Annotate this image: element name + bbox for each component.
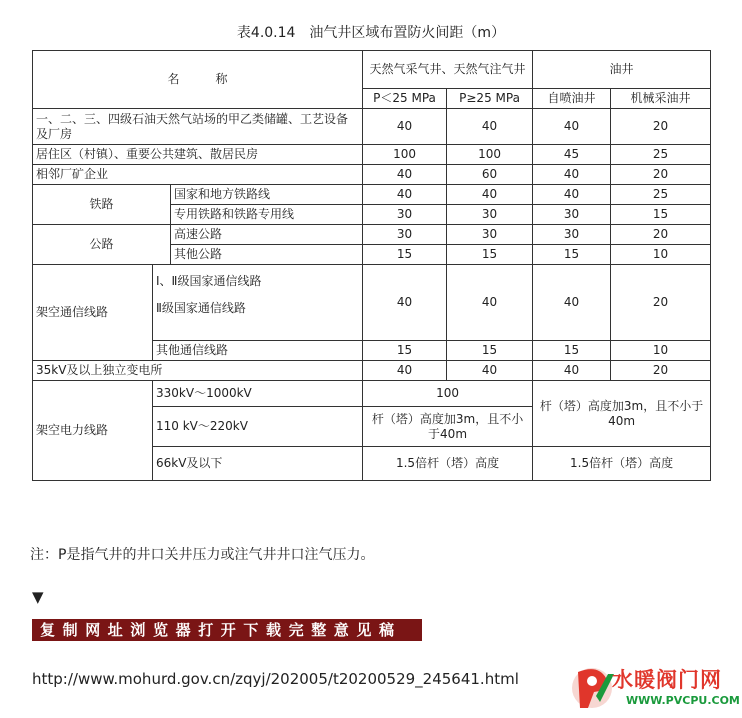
download-banner-link[interactable]: 复制网址浏览器打开下载完整意见稿 (32, 619, 422, 641)
row-label: Ⅰ、Ⅱ级国家通信线路 (156, 273, 262, 288)
row-label: Ⅱ级国家通信线路 (156, 300, 246, 315)
cell: 杆（塔）高度加3m，且不小于40m (363, 407, 533, 447)
cell: 20 (611, 165, 711, 185)
row-label: 110 kV～220kV (153, 407, 363, 447)
row-label: 其他公路 (171, 245, 363, 265)
cell: 40 (447, 185, 533, 205)
header-gas-wells: 天然气采气井、天然气注气井 (363, 51, 533, 89)
row-label: 居住区（村镇）、重要公共建筑、散居民房 (33, 145, 363, 165)
cell: 40 (447, 265, 533, 341)
row-label: 高速公路 (171, 225, 363, 245)
cell: 25 (611, 145, 711, 165)
cell: 40 (363, 185, 447, 205)
header-mech: 机械采油井 (611, 89, 711, 109)
row-label: 35kV及以上独立变电所 (33, 361, 363, 381)
fire-distance-table (32, 50, 711, 481)
cell: 40 (533, 265, 611, 341)
header-p-lt25: P＜25 MPa (363, 89, 447, 109)
cell: 40 (533, 361, 611, 381)
cell: 15 (363, 245, 447, 265)
row-label: 其他通信线路 (153, 341, 363, 361)
cell: 40 (533, 165, 611, 185)
cell: 100 (363, 145, 447, 165)
cell: 20 (611, 265, 711, 341)
table-row (33, 185, 711, 205)
cell: 20 (611, 225, 711, 245)
cell: 1.5倍杆（塔）高度 (363, 447, 533, 481)
table-note: 注：P是指气井的井口关井压力或注气井井口注气压力。 (30, 547, 375, 563)
cell: 100 (363, 381, 533, 407)
cell: 30 (363, 205, 447, 225)
cell: 40 (533, 185, 611, 205)
cell: 杆（塔）高度加3m，且不小于40m (533, 381, 711, 447)
cell: 20 (611, 361, 711, 381)
row-label-comm-national (153, 265, 363, 341)
group-label-rail: 铁路 (33, 185, 171, 225)
table-row (33, 381, 711, 407)
cell: 100 (447, 145, 533, 165)
cell: 40 (363, 165, 447, 185)
cell: 20 (611, 109, 711, 145)
cell: 10 (611, 341, 711, 361)
header-oil-wells: 油井 (533, 51, 711, 89)
group-label-power: 架空电力线路 (33, 381, 153, 481)
cell: 15 (533, 341, 611, 361)
table-row (33, 265, 711, 341)
row-label: 一、二、三、四级石油天然气站场的甲乙类储罐、工艺设备及厂房 (33, 109, 363, 145)
cell: 25 (611, 185, 711, 205)
cell: 60 (447, 165, 533, 185)
cell: 30 (363, 225, 447, 245)
table-row (33, 109, 711, 145)
cell: 1.5倍杆（塔）高度 (533, 447, 711, 481)
cell: 30 (447, 205, 533, 225)
cell: 15 (533, 245, 611, 265)
table-title: 表4.0.14 油气井区域布置防火间距（m） (236, 25, 506, 41)
cell: 15 (447, 245, 533, 265)
cell: 15 (447, 341, 533, 361)
row-label: 国家和地方铁路线 (171, 185, 363, 205)
row-label: 330kV～1000kV (153, 381, 363, 407)
logo-subtext: WWW.PVCPU.COM (626, 694, 740, 707)
table-row (33, 51, 711, 89)
site-logo (568, 662, 740, 716)
cell: 40 (533, 109, 611, 145)
down-arrow-icon: ▼ (32, 588, 44, 606)
cell: 40 (363, 265, 447, 341)
group-label-road: 公路 (33, 225, 171, 265)
row-label: 相邻厂矿企业 (33, 165, 363, 185)
cell: 10 (611, 245, 711, 265)
table-row (33, 165, 711, 185)
cell: 30 (533, 225, 611, 245)
header-self-flow: 自喷油井 (533, 89, 611, 109)
cell: 15 (363, 341, 447, 361)
cell: 40 (447, 109, 533, 145)
row-label: 专用铁路和铁路专用线 (171, 205, 363, 225)
cell: 30 (533, 205, 611, 225)
cell: 15 (611, 205, 711, 225)
group-label-comm: 架空通信线路 (33, 265, 153, 361)
table-row (33, 361, 711, 381)
header-p-ge25: P≥25 MPa (447, 89, 533, 109)
row-label: 66kV及以下 (153, 447, 363, 481)
cell: 40 (363, 109, 447, 145)
logo-text: 水暖阀门网 (612, 668, 722, 692)
cell: 45 (533, 145, 611, 165)
table-row (33, 145, 711, 165)
table-row (33, 225, 711, 245)
cell: 30 (447, 225, 533, 245)
cell: 40 (363, 361, 447, 381)
source-url-link[interactable]: http://www.mohurd.gov.cn/zqyj/202005/t20200529_245641.html (32, 670, 519, 688)
cell: 40 (447, 361, 533, 381)
header-name: 名 称 (33, 51, 363, 109)
